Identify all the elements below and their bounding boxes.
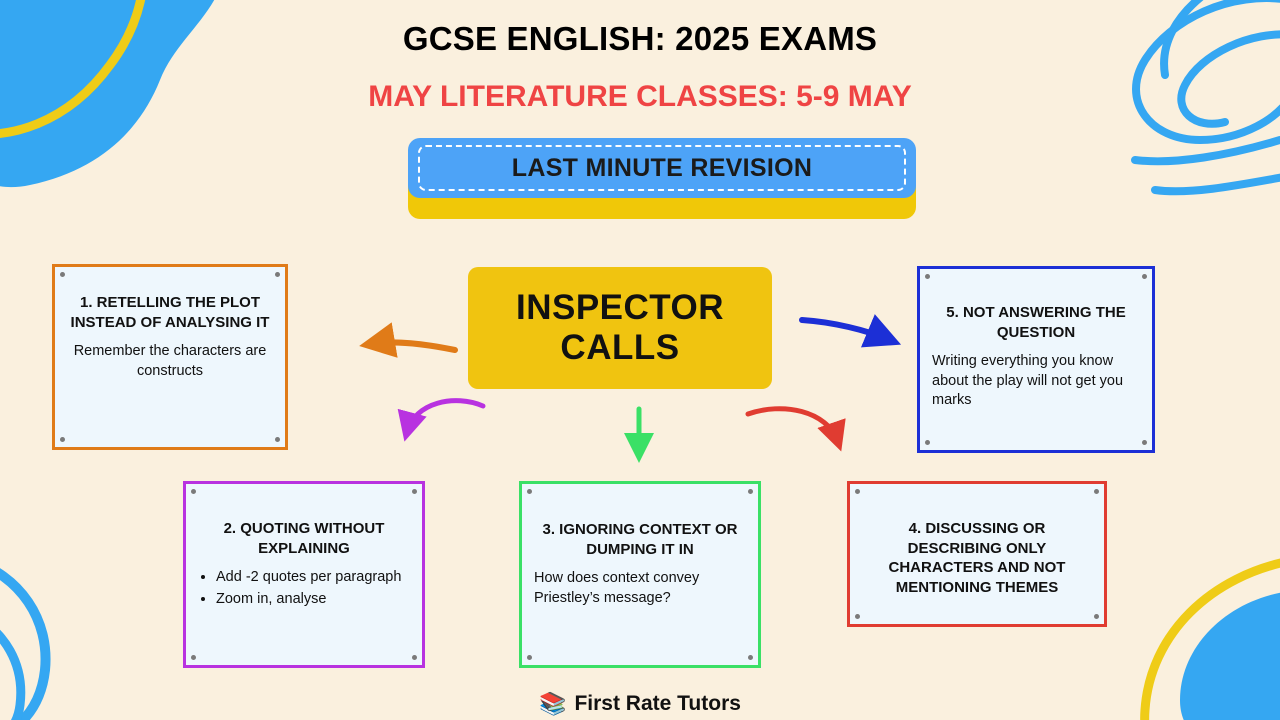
corner-dot [1142, 440, 1147, 445]
page-subtitle: MAY LITERATURE CLASSES: 5-9 MAY [368, 80, 912, 113]
arrow-to-card2 [385, 392, 495, 462]
card-retelling-the-plot [52, 264, 288, 450]
arrow-to-card1 [355, 322, 465, 372]
card-bullet: • Add -2 quotes per paragraph [216, 568, 410, 588]
arrow-to-card5 [798, 308, 908, 358]
corner-dot [60, 437, 65, 442]
card-discussing-characters-only [847, 481, 1107, 627]
center-node-line-2: CALLS [560, 328, 680, 367]
corner-dot [1094, 489, 1099, 494]
center-node-inspector-calls [468, 267, 772, 389]
card-quoting-without-explaining [183, 481, 425, 668]
corner-dot [60, 272, 65, 277]
footer-logo [0, 692, 1280, 716]
card-ignoring-context [519, 481, 761, 668]
corner-dot [748, 655, 753, 660]
brand-name: First Rate Tutors [574, 692, 741, 715]
corner-dot [925, 274, 930, 279]
corner-dot [191, 655, 196, 660]
corner-dot [855, 614, 860, 619]
card-body: Writing everything you know about the play will not get you marks [932, 353, 1124, 409]
corner-dot [527, 655, 532, 660]
card-title: 5. NOT ANSWERING THE QUESTION [946, 304, 1126, 341]
corner-dot [748, 489, 753, 494]
corner-dot [412, 489, 417, 494]
books-icon: 📚 [539, 691, 567, 716]
corner-dot [527, 489, 532, 494]
corner-dot [412, 655, 417, 660]
card-title: 2. QUOTING WITHOUT EXPLAINING [223, 520, 385, 557]
page-title: GCSE ENGLISH: 2025 EXAMS [402, 20, 878, 57]
corner-dot [925, 440, 930, 445]
revision-banner [408, 138, 916, 198]
arrow-to-card4 [742, 400, 857, 465]
corner-dot [275, 272, 280, 277]
corner-dot [275, 437, 280, 442]
center-node-line-1: INSPECTOR [515, 287, 725, 327]
corner-dot [855, 489, 860, 494]
card-title: 1. RETELLING THE PLOT INSTEAD OF ANALYSING IT [70, 294, 270, 331]
corner-dot [191, 489, 196, 494]
banner-dashed-frame [418, 145, 906, 191]
corner-dot [1094, 614, 1099, 619]
banner-label: LAST MINUTE REVISION [511, 153, 813, 182]
corner-dot [1142, 274, 1147, 279]
card-body [198, 568, 410, 609]
card-title: 4. DISCUSSING OR DESCRIBING ONLY CHARACTERS AND NOT MENTIONING THEMES [888, 520, 1066, 596]
card-not-answering-the-question [917, 266, 1155, 453]
card-body: How does context convey Priestley’s message? [534, 570, 700, 606]
card-title: 3. IGNORING CONTEXT OR DUMPING IT IN [542, 521, 738, 558]
arrow-to-card3 [620, 405, 660, 470]
card-bullet: • Zoom in, analyse [216, 590, 410, 610]
card-body: Remember the characters are constructs [73, 343, 267, 379]
